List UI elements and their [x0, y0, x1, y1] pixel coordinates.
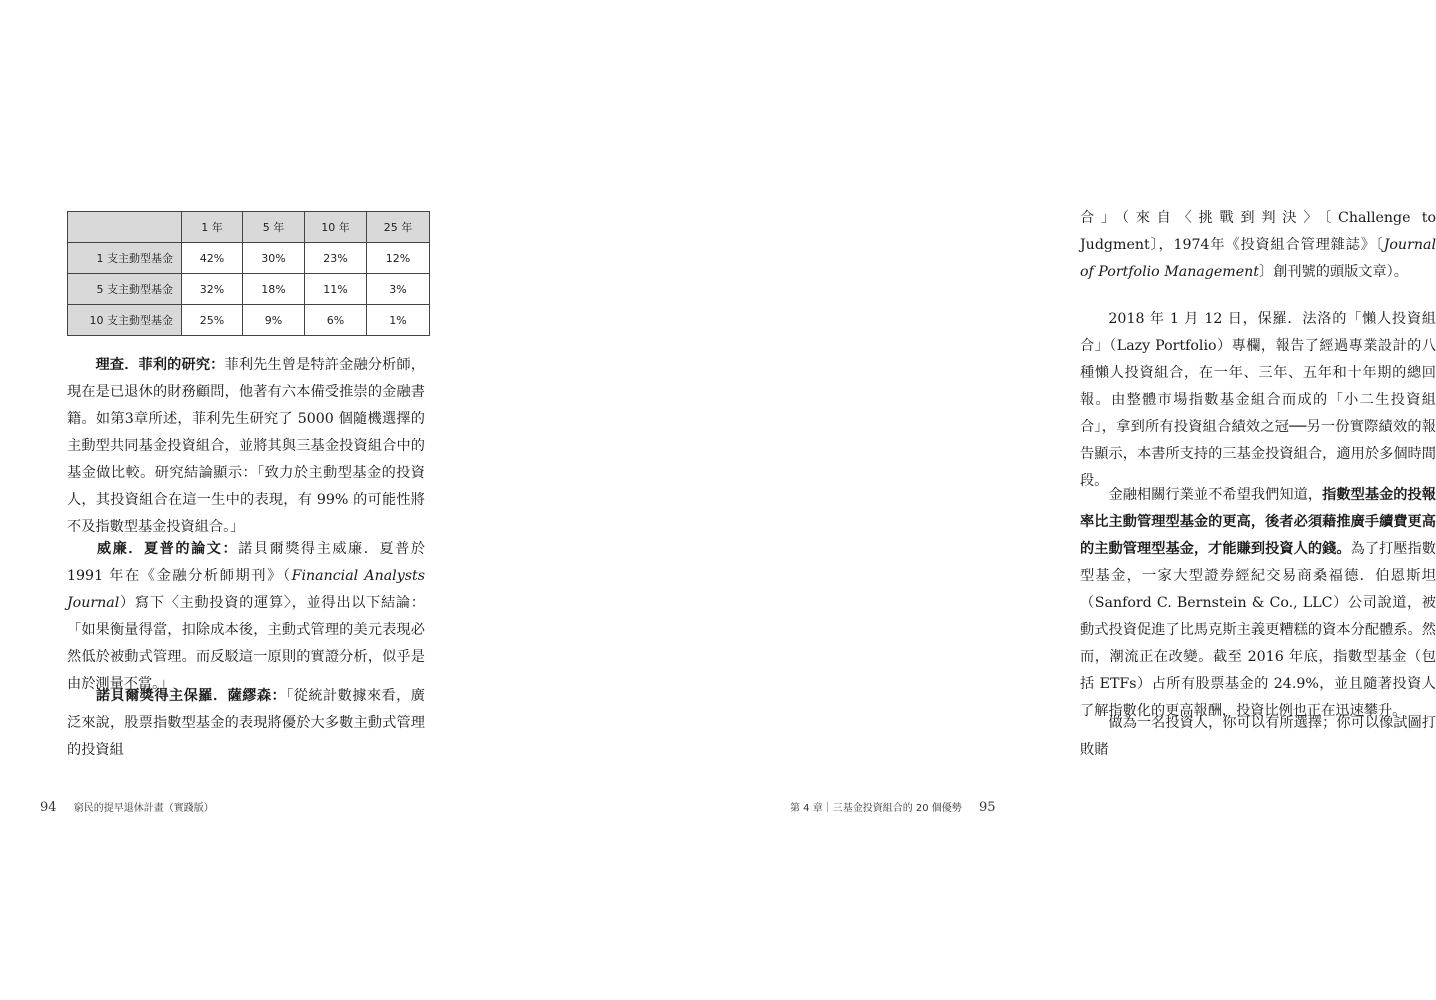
paragraph-lead-bold: 諾貝爾獎得主保羅．薩繆森： — [95, 688, 287, 704]
paragraph-bold-statement: 指數型基金的投報率比主動管理型基金的更高，後者必須藉推廣手續費更高的主動管理型基金，才能賺到投資人的錢。 — [1080, 487, 1436, 557]
table-row — [68, 305, 430, 336]
table-cell: 11% — [305, 274, 367, 305]
journal-title-italic: Financial Analysts Journal — [67, 568, 425, 611]
paragraph-samuelson-quote — [67, 683, 425, 764]
running-header-book-title: 窮民的提早退休計畫（實踐版） — [73, 803, 214, 814]
table-cell: 6% — [305, 305, 367, 336]
table-header-cell: 25 年 — [367, 212, 430, 243]
paragraph-lazy-portfolio — [1080, 306, 1436, 495]
table-corner-cell — [68, 212, 182, 243]
paragraph-phillips-study — [67, 352, 425, 541]
paragraph-text: 合」（來自〈挑戰到判決〉〔Challenge to Judgment〕，1974年《投資組合管理雜誌》〔 — [1080, 210, 1436, 253]
paragraph-index-fund-returns — [1080, 482, 1436, 725]
table-header-row — [68, 212, 430, 243]
table-row-label: 10 支主動型基金 — [68, 305, 182, 336]
table-row — [68, 243, 430, 274]
table-cell: 25% — [182, 305, 243, 336]
paragraph-investor-choice — [1080, 710, 1436, 764]
page-number: 95 — [979, 800, 996, 815]
table-cell: 12% — [367, 243, 430, 274]
paragraph-text: 菲利先生曾是特許金融分析師，現在是已退休的財務顧問，他著有六本備受推崇的金融書籍。如第3章所述，菲利先生研究了 5000 個隨機選擇的主動型共同基金投資組合，並將其與三基金投資組合中的基金做比較。研究結論顯示：「致力於主動型基金的投資人，其投資組合在這一生中的表現，有 99% 的可能性將不及指數型基金投資組合。」 — [67, 357, 425, 535]
table-header-cell: 1 年 — [182, 212, 243, 243]
page-number: 94 — [40, 800, 57, 815]
paragraph-text: ）寫下〈主動投資的運算〉，並得出以下結論：「如果衡量得當，扣除成本後，主動式管理的美元表現必然低於被動式管理。而反駁這一原則的實證分析，似乎是由於測量不當。」 — [67, 595, 425, 692]
table-cell: 1% — [367, 305, 430, 336]
paragraph-text: 〕創刊號的頭版文章）。 — [1258, 264, 1408, 280]
right-page — [500, 0, 1436, 1000]
table-cell: 18% — [243, 274, 305, 305]
table-cell: 23% — [305, 243, 367, 274]
table-cell: 9% — [243, 305, 305, 336]
running-header-chapter: 第 4 章｜三基金投資組合的 20 個優勢 — [790, 803, 962, 814]
paragraph-quote-continuation — [1080, 205, 1436, 286]
paragraph-text: 為了打壓指數型基金，一家大型證券經紀交易商桑福德．伯恩斯坦（Sanford C. Bernstein & Co., LLC）公司說道，被動式投資促進了比馬克斯主義更糟糕的資本分配體系。然而，潮流正在改變。截至 2016 年底，指數型基金（包括 ETFs）占所有股票基金的 24.9%，並且隨著投資人了解指數化的更高報酬，投資比例也正在迅速攀升。 — [1080, 541, 1436, 719]
table-row — [68, 274, 430, 305]
paragraph-text: 做為一名投資人，你可以有所選擇；你可以像試圖打敗賭 — [1080, 715, 1436, 758]
right-footer — [790, 799, 996, 815]
left-footer — [40, 799, 214, 815]
table-cell: 32% — [182, 274, 243, 305]
paragraph-lead-bold: 理查．菲利的研究： — [95, 357, 225, 373]
table-header-cell: 5 年 — [243, 212, 305, 243]
paragraph-text: 金融相關行業並不希望我們知道， — [1108, 487, 1323, 503]
returns-table — [67, 211, 430, 336]
table-cell: 42% — [182, 243, 243, 274]
table-row-label: 5 支主動型基金 — [68, 274, 182, 305]
journal-title-italic: Journal of Portfolio Management — [1080, 237, 1436, 280]
paragraph-text: 2018 年 1 月 12 日，保羅．法洛的「懶人投資組合」（Lazy Portfolio）專欄，報告了經過專業設計的八種懶人投資組合，在一年、三年、五年和十年期的總回報。由整體市場指數基金組合而成的「小二生投資組合」，拿到所有投資組合績效之冠──另一份實際績效的報告顯示，本書所支持的三基金投資組合，適用於多個時間段。 — [1080, 311, 1436, 489]
paragraph-text: 「從統計數據來看，廣泛來說，股票指數型基金的表現將優於大多數主動式管理的投資組 — [67, 688, 425, 758]
paragraph-lead-bold: 威廉．夏普的論文： — [95, 541, 239, 557]
table-cell: 30% — [243, 243, 305, 274]
table-header-cell: 10 年 — [305, 212, 367, 243]
paragraph-sharpe-paper — [67, 536, 425, 698]
left-page — [0, 0, 500, 1000]
paragraph-text: 諾貝爾獎得主威廉．夏普於 1991 年在《金融分析師期刊》（ — [67, 541, 425, 584]
table-cell: 3% — [367, 274, 430, 305]
table-row-label: 1 支主動型基金 — [68, 243, 182, 274]
